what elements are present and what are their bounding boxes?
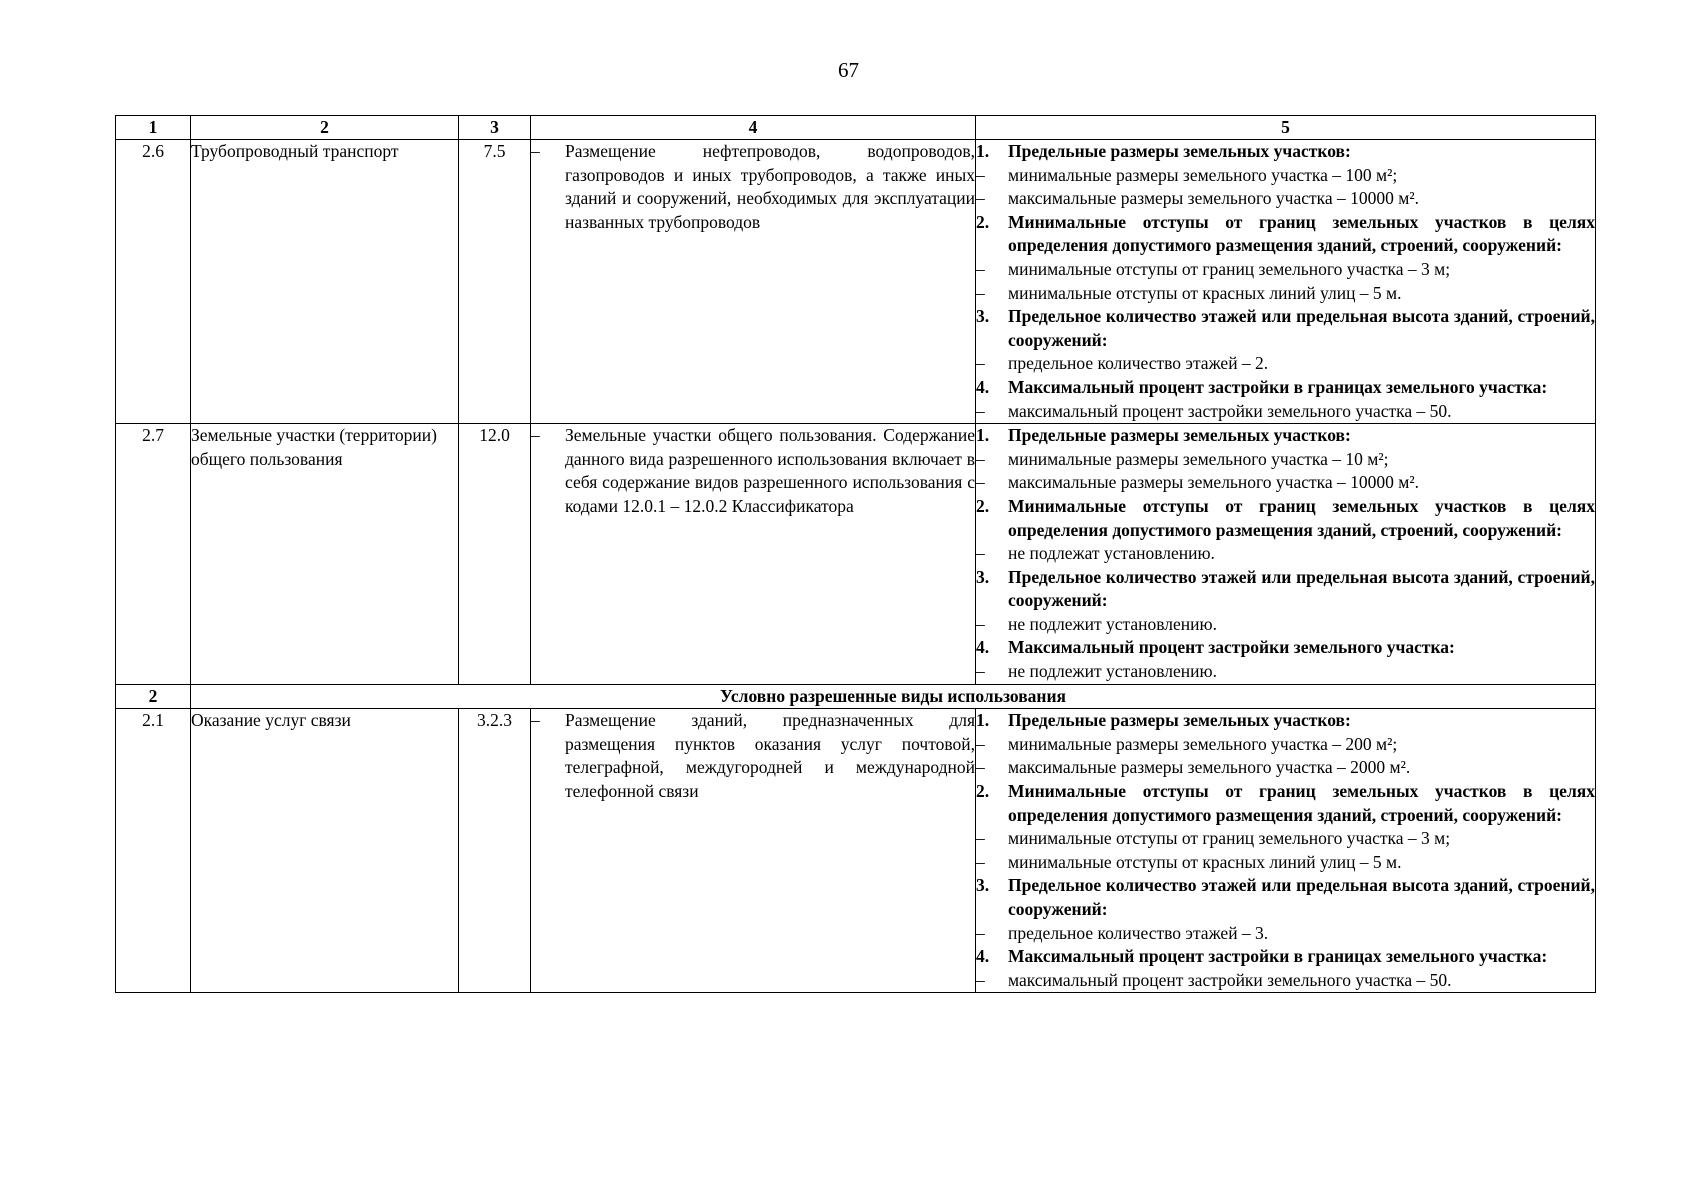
page-number: 67: [838, 58, 859, 82]
use-type-description: [531, 140, 976, 424]
parameter-text: максимальные размеры земельного участка – 10000 м².: [1008, 472, 1419, 493]
parameter-item: [976, 352, 1595, 376]
parameter-heading: [976, 874, 1595, 921]
use-type-name: Оказание услуг связи: [191, 709, 459, 993]
parameter-text: минимальные размеры земельного участка – 100 м²;: [1008, 164, 1398, 185]
use-type-code: 12.0: [459, 424, 531, 685]
parameter-item: [976, 542, 1595, 566]
description-text: Земельные участки общего пользования. Содержание данного вида разрешенного использования включает в себя содержание видов разрешенного использования с кодами 12.0.1 – 12.0.2 Классификатора: [565, 425, 975, 516]
parameters-cell: [976, 709, 1596, 993]
parameter-item: [976, 164, 1595, 188]
parameter-item: [976, 613, 1595, 637]
dash-marker: –: [976, 472, 985, 493]
parameter-heading: [976, 780, 1595, 827]
dash-marker: –: [976, 543, 985, 564]
dash-marker: –: [976, 969, 985, 990]
parameter-number: 1.: [976, 425, 990, 446]
parameter-item: [976, 282, 1595, 306]
use-type-description: [531, 709, 976, 993]
dash-marker: –: [976, 448, 985, 469]
parameter-number: 1.: [976, 141, 990, 161]
parameter-text: Минимальные отступы от границ земельных участков в целях определения допустимого размещения зданий, строений, сооружений:: [1008, 781, 1595, 825]
parameter-text: минимальные размеры земельного участка – 200 м²;: [1008, 733, 1398, 754]
header-cell-2: 2: [191, 116, 459, 140]
use-type-code: 3.2.3: [459, 709, 531, 993]
parameter-heading: [976, 495, 1595, 542]
dash-marker: –: [976, 282, 985, 303]
parameter-text: максимальный процент застройки земельного участка – 50.: [1008, 400, 1452, 421]
parameter-item: [976, 733, 1595, 757]
section-number: 2: [116, 684, 191, 709]
parameter-text: не подлежит установлению.: [1008, 613, 1217, 634]
parameters-cell: [976, 424, 1596, 685]
parameter-item: [976, 922, 1595, 946]
parameter-text: предельное количество этажей – 2.: [1008, 353, 1269, 374]
parameter-number: 3.: [976, 566, 990, 587]
dash-marker: –: [976, 661, 985, 682]
parameter-heading: [976, 305, 1595, 352]
header-cell-5: 5: [976, 116, 1596, 140]
header-cell-1: 1: [116, 116, 191, 140]
parameter-text: Предельные размеры земельных участков:: [1008, 425, 1351, 446]
parameter-text: Минимальные отступы от границ земельных участков в целях определения допустимого размещения зданий, строений, сооружений:: [1008, 495, 1595, 540]
parameter-text: Предельное количество этажей или предельная высота зданий, строений, сооружений:: [1008, 875, 1595, 919]
parameter-number: 2.: [976, 211, 990, 232]
parameter-text: максимальные размеры земельного участка – 2000 м².: [1008, 757, 1411, 778]
parameter-heading: [976, 709, 1595, 733]
use-type-name: Трубопроводный транспорт: [191, 140, 459, 424]
dash-marker: –: [976, 188, 985, 209]
header-row: [116, 116, 1596, 140]
parameter-text: минимальные отступы от красных линий улиц – 5 м.: [1008, 851, 1402, 872]
section-row: [116, 684, 1596, 709]
parameter-number: 4.: [976, 376, 990, 397]
parameter-number: 3.: [976, 875, 990, 896]
description-text: Размещение зданий, предназначенных для размещения пунктов оказания услуг почтовой, телеграфной, междугородней и международной телефонной связи: [565, 710, 975, 802]
dash-marker: –: [976, 164, 985, 185]
parameter-text: Предельные размеры земельных участков:: [1008, 141, 1351, 161]
use-type-name: Земельные участки (территории) общего пользования: [191, 424, 459, 685]
dash-marker: –: [976, 400, 985, 421]
row-number: 2.1: [116, 709, 191, 993]
parameter-text: Минимальные отступы от границ земельных участков в целях определения допустимого размещения зданий, строений, сооружений:: [1008, 211, 1595, 256]
table-row: [116, 424, 1596, 685]
dash-marker: –: [976, 613, 985, 634]
parameter-text: Предельное количество этажей или предельная высота зданий, строений, сооружений:: [1008, 306, 1595, 350]
parameter-number: 2.: [976, 495, 990, 516]
parameter-item: [976, 969, 1595, 993]
header-cell-3: 3: [459, 116, 531, 140]
parameter-heading: [976, 211, 1595, 258]
parameter-text: Максимальный процент застройки в границах земельного участка:: [1008, 376, 1548, 397]
parameter-item: [976, 827, 1595, 851]
table-row: [116, 140, 1596, 424]
parameter-item: [976, 660, 1595, 684]
parameter-number: 4.: [976, 637, 990, 658]
parameter-number: 4.: [976, 946, 990, 967]
dash-marker: –: [976, 258, 985, 279]
parameters-cell: [976, 140, 1596, 424]
parameter-heading: [976, 140, 1595, 164]
dash-marker: –: [531, 425, 540, 446]
parameter-text: не подлежит установлению.: [1008, 661, 1217, 682]
parameter-text: минимальные размеры земельного участка – 10 м²;: [1008, 448, 1389, 469]
parameter-heading: [976, 636, 1595, 660]
use-type-description: [531, 424, 976, 685]
parameter-text: максимальные размеры земельного участка – 10000 м².: [1008, 188, 1419, 209]
use-type-code: 7.5: [459, 140, 531, 424]
parameter-heading: [976, 566, 1595, 613]
header-cell-4: 4: [531, 116, 976, 140]
dash-marker: –: [976, 733, 985, 754]
dash-marker: –: [976, 922, 985, 943]
parameter-text: минимальные отступы от красных линий улиц – 5 м.: [1008, 282, 1402, 303]
dash-marker: –: [976, 851, 985, 872]
dash-marker: –: [976, 757, 985, 778]
description-text: Размещение нефтепроводов, водопроводов, газопроводов и иных трубопроводов, а также иных зданий и сооружений, необходимых для эксплуатации названных трубопроводов: [565, 141, 975, 232]
parameter-text: Максимальный процент застройки в границах земельного участка:: [1008, 946, 1548, 967]
parameter-text: минимальные отступы от границ земельного участка – 3 м;: [1008, 828, 1451, 849]
section-title: Условно разрешенные виды использования: [191, 684, 1596, 709]
parameter-number: 1.: [976, 710, 990, 731]
parameter-item: [976, 471, 1595, 495]
parameter-text: минимальные отступы от границ земельного участка – 3 м;: [1008, 258, 1451, 279]
land-use-table: [115, 115, 1596, 993]
dash-marker: –: [976, 353, 985, 374]
parameter-text: предельное количество этажей – 3.: [1008, 922, 1269, 943]
parameter-item: [976, 851, 1595, 875]
row-number: 2.6: [116, 140, 191, 424]
parameter-number: 2.: [976, 781, 990, 802]
parameter-heading: [976, 424, 1595, 448]
parameter-item: [976, 756, 1595, 780]
dash-marker: –: [976, 828, 985, 849]
parameter-item: [976, 187, 1595, 211]
parameter-number: 3.: [976, 306, 990, 327]
parameter-heading: [976, 376, 1595, 400]
parameter-text: максимальный процент застройки земельного участка – 50.: [1008, 969, 1452, 990]
parameter-item: [976, 448, 1595, 472]
row-number: 2.7: [116, 424, 191, 685]
parameter-text: Максимальный процент застройки земельного участка:: [1008, 637, 1455, 658]
parameter-text: Предельные размеры земельных участков:: [1008, 710, 1351, 731]
parameter-text: не подлежат установлению.: [1008, 543, 1215, 564]
parameter-item: [976, 400, 1595, 424]
parameter-item: [976, 258, 1595, 282]
dash-marker: –: [531, 141, 540, 161]
table-row: [116, 709, 1596, 993]
parameter-text: Предельное количество этажей или предельная высота зданий, строений, сооружений:: [1008, 566, 1595, 611]
dash-marker: –: [531, 710, 540, 731]
parameter-heading: [976, 945, 1595, 969]
